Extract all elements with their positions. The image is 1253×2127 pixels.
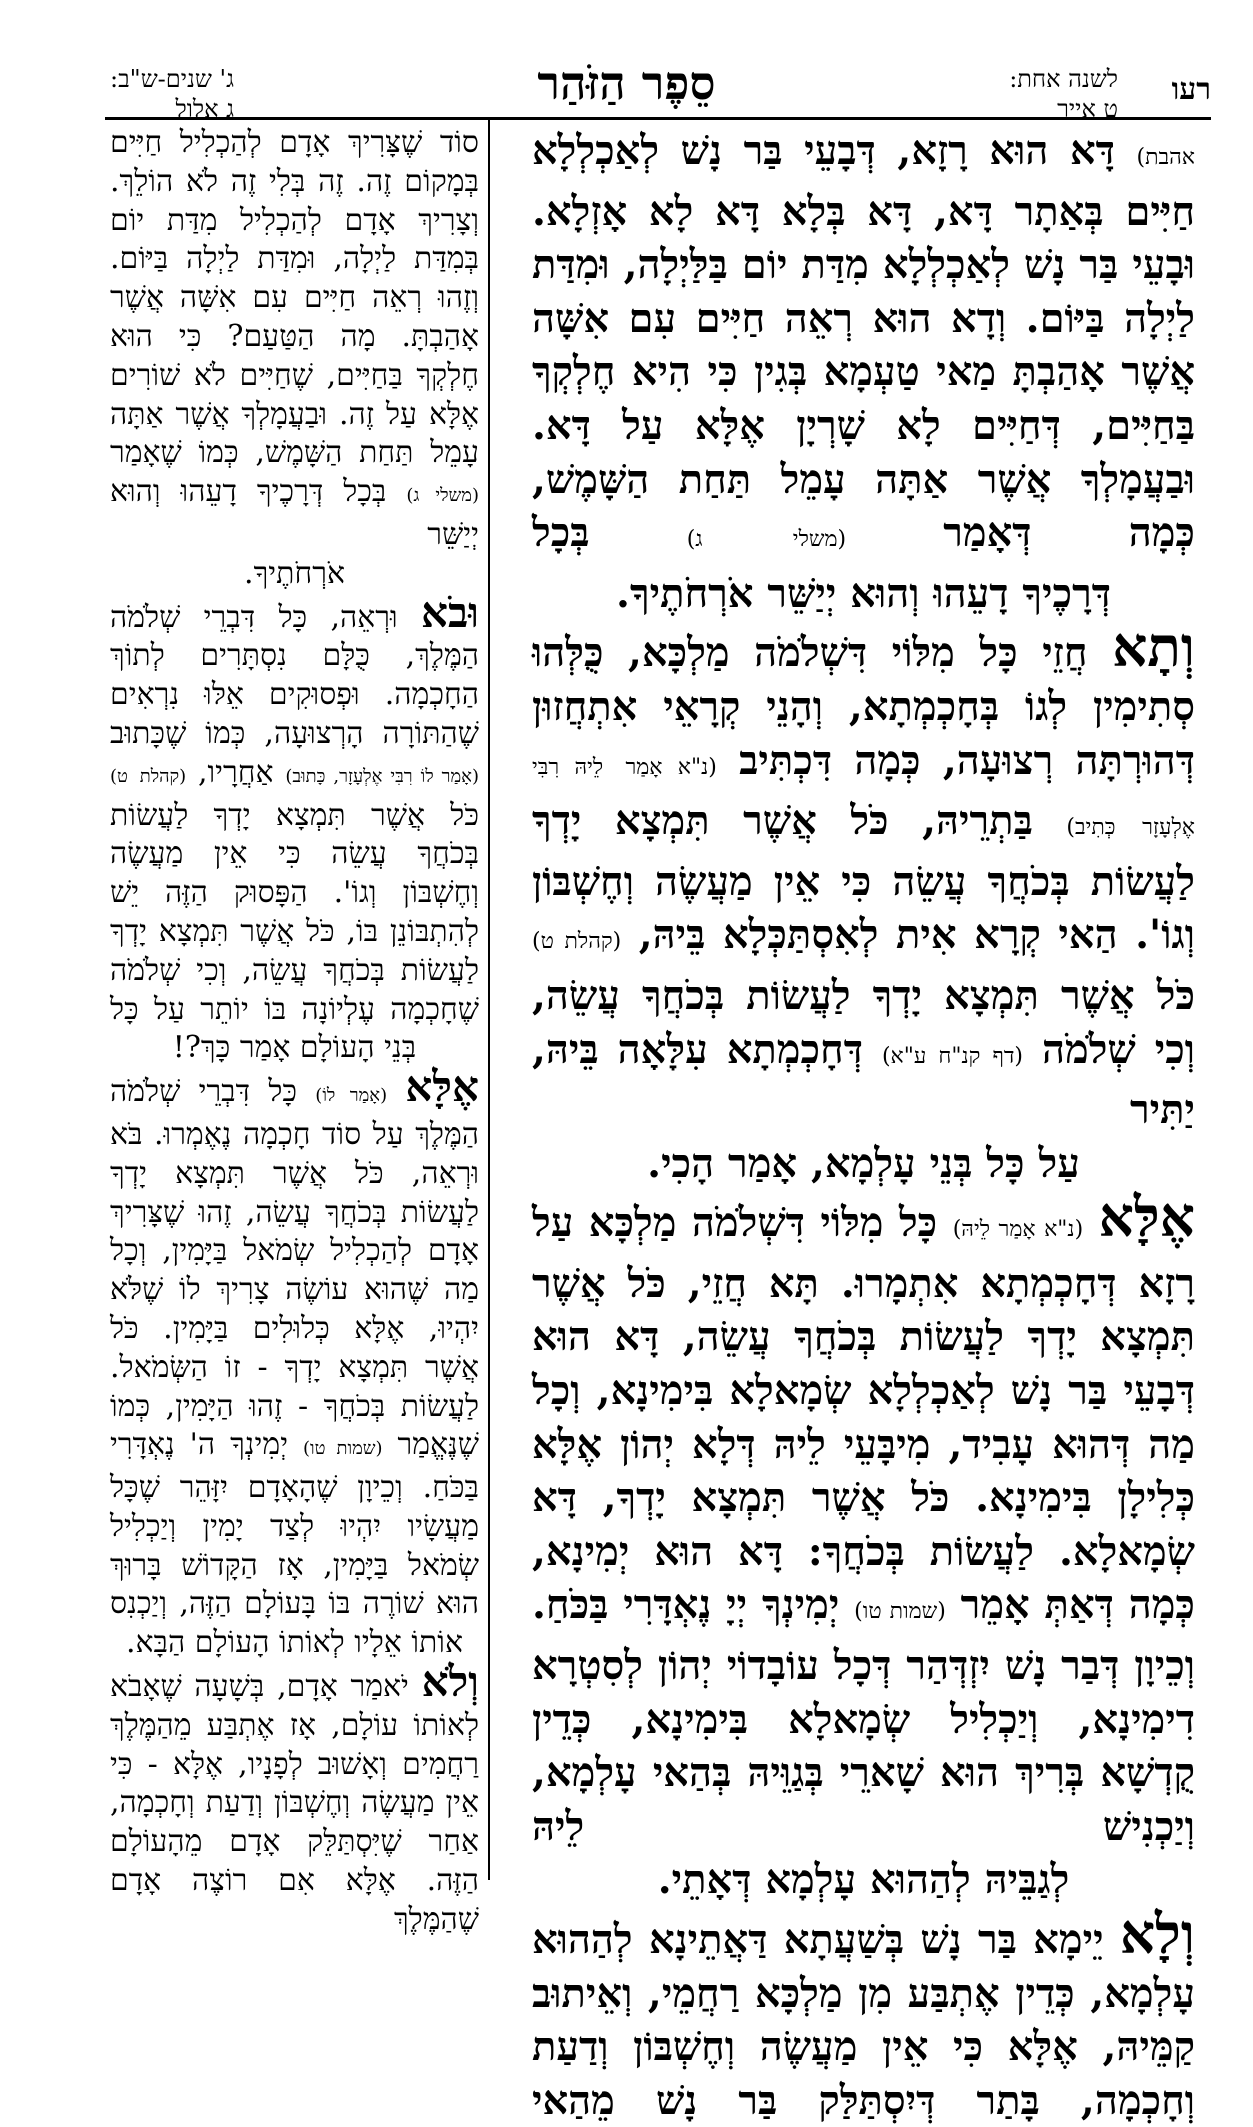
text-line: דְּחָכְמְתָא עִלָּאָה בֵּיהּ, יַתִּיר (532, 1025, 1195, 1134)
text-line: לַעֲשׂוֹת בְּכֹחֲךָ עֲשֵׂה, וְכִי שְׁלֹמֹה (110, 952, 479, 988)
text-line: בְּמָקוֹם זֶה. זֶה בְּלִי זֶה לֹא הוֹלֵךְ. (110, 163, 479, 199)
text-line: אַתָּה עָמֵל תַּחַת הַשָּׁמֶשׁ, כְּמָה דְּאָמַר (532, 455, 1195, 557)
paragraph-last-line (532, 1137, 1195, 1191)
text-line: מַעֲשָׂיו יִהְיוּ לְצַד יָמִין וְיַכְלִיל (110, 1508, 479, 1544)
source-note: (משלי ג) (406, 485, 479, 507)
text-line: כָּל מִלּוֹי דִּשְׁלֹמֹה מַלְכָּא עַל (532, 1199, 938, 1247)
text-line: בְּנֵי הָעוֹלָם אָמַר כָּךְ?! (172, 1030, 417, 1066)
source-note: ט) (110, 765, 128, 787)
source-note: (נ"א אָמַר לֵיהּ) (952, 1217, 1084, 1243)
text-line: תַּחַת הַשָּׁמֶשׁ, כְּמוֹ שֶׁאָמַר (110, 435, 414, 471)
text-line: עַל כָּל בְּנֵי עָלְמָא, אָמַר הָכִי. (647, 1139, 1080, 1187)
text-line: בְּאַתָר דָּא, דָּא בְּלָא דָּא לָא אָזְלָא. וּבָעֵי בַּר (532, 187, 1195, 289)
text-line: יְמִינְךָ ה' נֶאְדָּרִי (110, 1427, 289, 1463)
lead-word: וְתָא (1112, 614, 1195, 680)
main-paragraph (532, 124, 1195, 567)
text-line: אֵין מַעֲשֶׂה וְחֶשְׁבּוֹן וְדַעַת וְחָכְמָה, (110, 1785, 479, 1821)
text-line: אִתְחֲזוּן דְּהוּרְתָּה רְצוּעָה, כְּמָה דִּכְתִּיב (532, 682, 1195, 784)
text-line: שְׁלֹמֹה (1042, 1025, 1136, 1073)
source-note: (משלי ג) (686, 527, 847, 553)
text-line: דָּא הוּא רָזָא, דְּבָעֵי בַּר נָשׁ לְאַכְלְלָא חַיִּים (532, 127, 1195, 235)
text-line: יֹאמַר אָדָם, בְּשָׁעָה שֶׁאָבֹא (110, 1669, 409, 1705)
text-line: אֲשֶׁר תִּמְצָא יָדְךָ לַעֲשׂוֹת בְּכֹחֲךָ עֲשֵׂה, וְכִי (532, 971, 1196, 1073)
side-paragraph (110, 124, 479, 555)
text-line: אָהַבְתָּ מַאי טַעְמָא בְּגִין כִּי הִיא חֶלְקְךָ בַּחַיִּים, (532, 348, 1195, 449)
lead-word: וּבֹא (421, 587, 479, 637)
lead-word: וְלֹא (421, 1657, 479, 1707)
text-line: שֶׁנֶּאֱמַר (397, 1427, 479, 1463)
header-rule (105, 117, 1211, 120)
text-line: יֵימָא בַּר נָשׁ בְּשַׁעֲתָא דַּאֲתֵינָא לְהַהוּא (532, 1916, 1104, 1963)
text-line: הַחָכְמָה. וּפְסוּקִים אֵלּוּ נִרְאִים (110, 677, 479, 713)
text-line: בַּתְרֵיהּ, כֹּל אֲשֶׁר תִּמְצָא יָדְךָ (532, 797, 1033, 845)
source-note: (נ"א אָמַר (625, 754, 717, 780)
side-paragraph (110, 587, 479, 1030)
lead-word: אֶלָּא (405, 1062, 479, 1112)
text-line: חֲזֵי כָּל מִלּוֹי דִּשְׁלֹמֹה מַלְכָּא, כֻּלְּהוּ (532, 629, 1088, 677)
schedule-label-right: לשנה אחת: (1009, 65, 1118, 93)
text-line: וְאֵיתוּב קַמֵּיהּ, אֶלָּא כִּי אֵין מַעֲשֶׂה וְחֶשְׁבּוֹן (532, 1969, 1195, 2071)
text-line: וְדַעַת וְחָכְמָה, בָּתַר דְּיִסְתַּלַּק בַּר נָשׁ מֵהַאי (532, 2023, 1195, 2124)
text-line: דְּחַיִּים לָא שָׁרְיָן אֶלָּא עַל דָּא. וּבַעֲמָלְךָ אֲשֶׁר (532, 401, 1196, 503)
text-line: הַמֶּלֶךְ, כֻּלָּם נִסְתָּרִים לְתוֹךְ (110, 638, 479, 674)
text-line: אֶלָּא אִם רוֹצֶה אָדָם שֶׁהַמֶּלֶךְ (110, 1863, 479, 1937)
text-line: אֹרְחֹתֶיךָ. (244, 555, 345, 591)
text-line: נָשׁ לְאַכְלְלָא מִדַּת יוֹם בַּלַּיְלָה, וּמִדַּת לַיְלָה (532, 241, 1195, 342)
lead-word: אֶלָּא (1098, 1184, 1195, 1250)
paragraph-last-line (532, 567, 1195, 621)
text-line: שֶׁחָכְמָה עֶלְיוֹנָה בּוֹ יוֹתֵר עַל כָּל (110, 991, 479, 1027)
paragraph-last-line (532, 1853, 1195, 1907)
text-line: לְאוֹתוֹ עוֹלָם, אָז אֶתְבַּע מֵהַמֶּלֶךְ (110, 1707, 479, 1743)
text-line: יִזְדְּהַר דְּכָל עוֹבָדוֹי יְהוֹן לְסִטְרָא דִימִינָא, (532, 1642, 1195, 1743)
side-paragraph (110, 1062, 479, 1624)
text-line: וְגוֹ'. הַאי קְרָא אִית לְאִסְתַּכְּלָא בֵּיהּ, (638, 911, 1195, 959)
text-line: אוֹתוֹ אֵלָיו לְאוֹתוֹ הָעוֹלָם הַבָּא. (126, 1625, 463, 1661)
text-line: הוּא שָׁארֵי בְּגַוֵּיהּ בְּהַאי עָלְמָא, וְיַכְנִישׁ לֵיהּ (532, 1749, 1195, 1850)
text-line: לְגַבֵּיהּ לְהַהוּא עָלְמָא דְּאָתֵי. (657, 1856, 1070, 1904)
schedule-date-right: ט אייר (1057, 95, 1118, 123)
text-line: שְׂמֹאל בַּיָּמִין, אָז הַקָּדוֹשׁ בָּרוּךְ (110, 1547, 479, 1583)
text-line: סְתִימִין לְגוֹ בְּחָכְמְתָא, וְהָנֵי קְרָאֵי (663, 682, 1195, 730)
text-line: יְמִינְךָ יְיָ נֶאְדָּרִי בַּכֹּחַ. וְכֵיוָן דְּבַר נָשׁ (532, 1581, 1196, 1690)
text-line: לַעֲשׂוֹת בְּכֹחֲךָ עֲשֵׂה כִּי אֵין מַעֲשֶׂה וְחֶשְׁבּוֹן (532, 857, 1195, 905)
text-line: אֲשֶׁר תִּמְצָא יָדְךָ - זוֹ הַשְּׂמֹאל. (110, 1349, 479, 1385)
text-line: בִּימִינָא. כֹּל אֲשֶׁר תִּמְצָא יָדְךָ, דָּא שְׂמָאלָא. (532, 1474, 1195, 1575)
text-line: הַמֶּלֶךְ עַל סוֹד חָכְמָה נֶאֶמְרוּ. בֹּא (110, 1116, 479, 1152)
text-line: בְּכָל דְּרָכֶיךָ דָעֵהוּ וְהוּא יְיַשֵּׁר (110, 474, 479, 552)
source-note: (קהלת ט) (532, 929, 622, 955)
text-line: הוּא שׁוֹרֶה בּוֹ בָּעוֹלָם הַזֶּה, וְיַכְנִס (110, 1586, 479, 1622)
text-line: בַּחַיִּים, שֶׁחַיִּים לֹא שׁוֹרִים אֶלָּא (110, 357, 479, 432)
text-line: וְיַכְלִיל שְׂמָאלָא בִּימִינָא, כְּדֵין קֻדְשָׁא בְּרִיךְ (532, 1695, 1195, 1797)
text-line: אָדָם לְהַכְלִיל שְׂמֹאל בַּיָּמִין, וְכָל (110, 1233, 479, 1269)
text-line: כָּל דִּבְרֵי שְׁלֹמֹה (110, 1074, 298, 1110)
source-note: (קהלת (139, 765, 187, 787)
source-note: (שמות טו) (302, 1438, 383, 1460)
reading-schedule-left (110, 64, 234, 124)
text-line: וְצָרִיךְ אָדָם לְהַכְלִיל מִדַּת יוֹם (110, 202, 479, 238)
source-note: (אָמַר לוֹ רִבִּי אֶלְעָזָר, כָּתוּב) (285, 765, 479, 787)
side-paragraph (110, 1657, 479, 1940)
text-line: וְזֶהוּ רְאֵה חַיִּים עִם אִשָּׁה אֲשֶׁר (110, 280, 479, 316)
page-number: רעו (1171, 72, 1211, 107)
source-note: (דף קנ"ח ע"א) (881, 1043, 1024, 1069)
main-text-column (532, 124, 1196, 2124)
main-paragraph (532, 1901, 1195, 2127)
source-note: אהבת) (1136, 145, 1195, 170)
text-line: עַל זֶה. וּבַעֲמָלְךָ אֲשֶׁר אַתָּה עָמֵל (110, 396, 479, 471)
translation-column (110, 124, 479, 1937)
text-line: רָזָא דְּחָכְמְתָא אִתְמָרוּ. תָּא חֲזֵי, כֹּל אֲשֶׁר (532, 1259, 1195, 1307)
main-paragraph (532, 1184, 1196, 1853)
book-title: סֵפֶר הַזֹּהַר (537, 56, 716, 110)
text-line: תִּמְצָא יָדְךָ לַעֲשׂוֹת בְּכֹחֲךָ עֲשֵׂה, דָּא הוּא דְּבָעֵי (532, 1313, 1195, 1415)
column-divider (488, 120, 490, 1880)
text-line: כֹּל אֲשֶׁר תִּמְצָא יָדְךָ לַעֲשׂוֹת (110, 797, 479, 833)
text-line: רַחֲמִים וְאָשׁוּב לְפָנָיו, אֶלָּא - כִּי (110, 1746, 479, 1782)
text-line: יִהְיוּ, אֶלָּא כְּלוּלִים בַּיָּמִין. כֹּל (110, 1310, 479, 1346)
source-note: לֵיהּ רִבִּי אֶלְעָזָר כְּתִיב) (532, 754, 1195, 841)
schedule-date-left: ג אלול (175, 95, 235, 123)
text-line: בַּיּוֹם. וְדָא הוּא רְאֵה חַיִּים עִם אִשָּׁה אֲשֶׁר (532, 294, 1196, 396)
text-line: וּרְאֵה, כֹּל אֲשֶׁר תִּמְצָא יָדְךָ (110, 1155, 479, 1191)
text-line: בַּר נָשׁ לְאַכְלְלָא שְׂמָאלָא בִּימִינָא, וְכָל מַה (532, 1367, 1195, 1468)
text-line: שֶׁהַתּוֹרָה הָרְצוּעָה, כְּמוֹ שֶׁכָּתוּב (110, 715, 479, 751)
text-line: סוֹד שֶׁצָּרִיךְ אָדָם לְהַכְלִיל חַיִּים (110, 125, 479, 160)
source-note: (שמות טו) (854, 1599, 946, 1625)
text-line: לַעֲשׂוֹת בְּכֹחֲךָ: דָּא הוּא יְמִינָא, כְּמָה דְּאַתְּ אָמֵר (532, 1527, 1195, 1629)
text-line: בְּכֹחֲךָ עֲשֵׂה כִּי אֵין מַעֲשֶׂה (110, 836, 479, 872)
page-header (0, 0, 1253, 123)
text-line: לְהִתְבּוֹנֵן בּוֹ, כֹּל אֲשֶׁר תִּמְצָא יָדְךָ (110, 913, 479, 949)
text-line: עָלְמָא, כְּדֵין אֶתְבַּע מִן מַלְכָּא רַחֲמֵי, (647, 1969, 1195, 2017)
text-line: וְחֶשְׁבּוֹן וְגוֹ'. הַפָּסוּק הַזֶּה יֵשׁ (110, 875, 479, 911)
text-line: אַחַר שֶׁיִּסְתַּלֵּק אָדָם מֵהָעוֹלָם הַזֶּה. (110, 1824, 479, 1899)
text-line: בְּמִדַּת לַיְלָה, וּמִדַּת לַיְלָה בַּיּוֹם. (110, 241, 479, 277)
lead-word: וְלָא (1119, 1901, 1195, 1966)
text-line: לַעֲשׂוֹת בְּכֹחֲךָ עֲשֵׂה, זֶהוּ שֶׁצָּרִיךְ (110, 1194, 479, 1230)
text-line: דְּרָכֶיךָ דָעֵהוּ וְהוּא יְיַשֵּׁר אֹרְחֹתֶיךָ. (616, 569, 1111, 617)
schedule-label-left: ג' שנים-ש"ב: (110, 65, 235, 93)
text-line: כֹּל (1156, 971, 1195, 1019)
source-note: (אָמַר לוֹ) (315, 1085, 388, 1107)
text-line: אָהַבְתָּ. מָה הַטַּעַם? כִּי הוּא חֶלְקְךָ (110, 318, 479, 393)
text-line: לַעֲשׂוֹת בְּכֹחֲךָ - זֶהוּ הַיָּמִין, כְּמוֹ (110, 1388, 479, 1424)
text-line: אַחֲרָיו, (197, 754, 274, 790)
text-line: מַה שֶּׁהוּא עוֹשֶׂה צָרִיךְ לוֹ שֶׁלֹּא (110, 1272, 479, 1308)
main-paragraph (532, 614, 1196, 1136)
text-line: בְּכָל (532, 509, 590, 557)
text-line: וּרְאֵה, כָּל דִּבְרֵי שְׁלֹמֹה (110, 599, 398, 635)
text-line: דְּהוּא עָבִיד, מִיבָּעֵי לֵיהּ דְּלָא יְהוֹן אֶלָּא כְּלִילָן (532, 1420, 1195, 1522)
text-line: בַּכֹּחַ. וְכֵיוָן שֶׁהָאָדָם יִזָּהֵר שֶׁכָּל (110, 1470, 479, 1506)
